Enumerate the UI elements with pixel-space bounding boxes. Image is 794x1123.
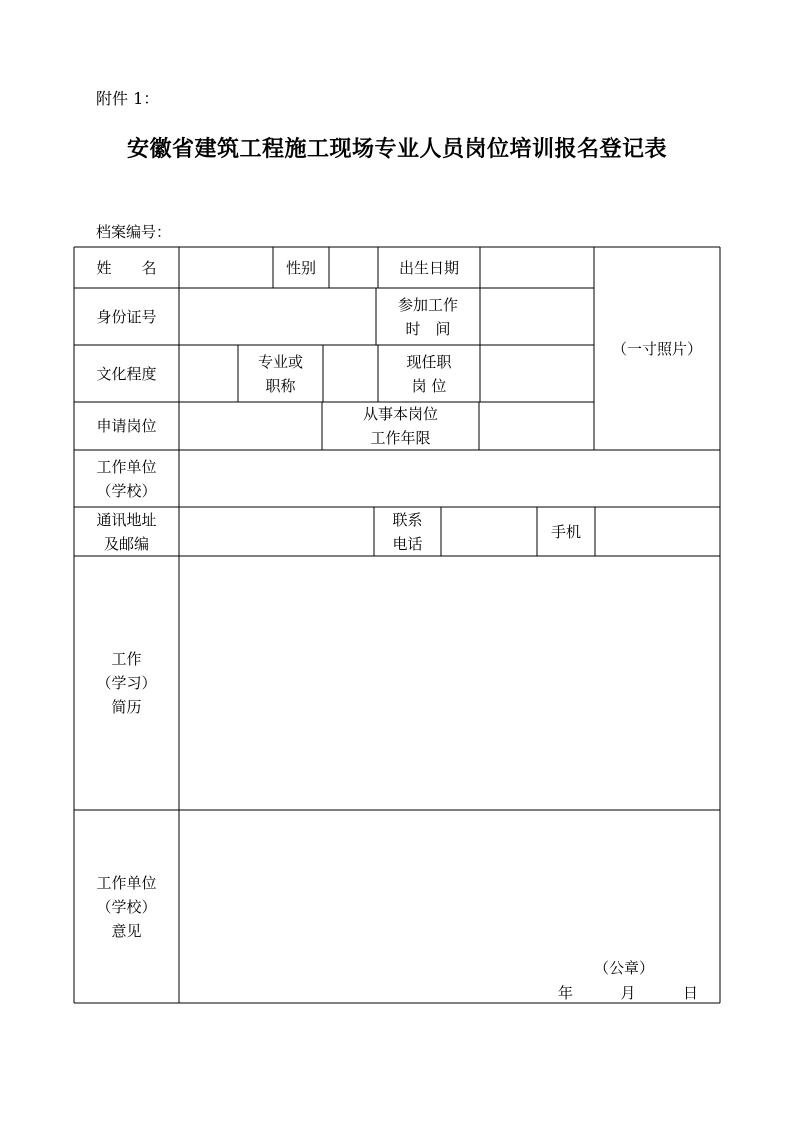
address-label-line2: 及邮编 [103, 534, 149, 553]
resume-label [74, 556, 179, 810]
id-number-field[interactable] [179, 288, 376, 345]
phone-label-line1: 联系 [392, 510, 423, 529]
mobile-field[interactable] [595, 507, 720, 556]
apply-post-label-text: 申请岗位 [96, 417, 157, 435]
current-post-label-line2: 岗 位 [411, 376, 447, 395]
address-label-line1: 通讯地址 [96, 510, 157, 529]
phone-label [374, 507, 441, 556]
years-in-post-field[interactable] [479, 402, 594, 450]
photo-label: （一寸照片） [611, 339, 702, 358]
employer-label-line2: （学校） [96, 481, 157, 500]
employer-opinion-label [74, 810, 179, 1003]
gender-field[interactable] [329, 247, 378, 288]
phone-label-line2: 电话 [392, 534, 423, 553]
employer-opinion-label-line1: 工作单位 [96, 873, 157, 892]
work-start-label-line1: 参加工作 [397, 295, 458, 314]
name-field[interactable] [179, 247, 273, 288]
date-year-label: 年 [558, 984, 574, 1002]
apply-post-label [74, 402, 179, 450]
archive-number-label: 档案编号： [96, 223, 172, 241]
education-label [74, 345, 179, 402]
employer-label [74, 450, 179, 507]
name-label [74, 247, 179, 288]
mobile-label-text: 手机 [550, 522, 581, 541]
education-label-text: 文化程度 [96, 364, 157, 383]
work-start-label [376, 288, 480, 345]
work-start-label-line2: 时 间 [405, 319, 451, 338]
attachment-number: 附件 1： [96, 89, 160, 108]
birthdate-label [378, 247, 480, 288]
years-in-post-label-line2: 工作年限 [370, 429, 431, 447]
address-label [74, 507, 179, 556]
work-start-field[interactable] [480, 288, 594, 345]
years-in-post-label-line1: 从事本岗位 [362, 405, 438, 423]
education-field[interactable] [179, 345, 238, 402]
id-number-label-text: 身份证号 [96, 307, 157, 326]
resume-label-line2: （学习） [96, 674, 157, 692]
employer-label-line1: 工作单位 [96, 457, 157, 476]
date-line [558, 982, 698, 1003]
professional-title-field[interactable] [323, 345, 378, 402]
gender-label [273, 247, 329, 288]
professional-title-label-line1: 专业或 [257, 352, 303, 371]
phone-field[interactable] [441, 507, 537, 556]
employer-opinion-label-line2: （学校） [96, 897, 157, 916]
birthdate-label-text: 出生日期 [398, 258, 459, 277]
professional-title-label [238, 345, 323, 402]
resume-label-line3: 简历 [111, 698, 142, 716]
resume-field[interactable] [179, 556, 720, 810]
official-seal-label: （公章） [594, 959, 655, 977]
id-number-label [74, 288, 179, 345]
professional-title-label-line2: 职称 [265, 376, 296, 395]
photo-box[interactable] [594, 247, 720, 450]
current-post-label [378, 345, 480, 402]
employer-field[interactable] [179, 450, 720, 507]
resume-label-line1: 工作 [111, 650, 142, 668]
date-day-label: 日 [682, 984, 698, 1002]
page-title: 安徽省建筑工程施工现场专业人员岗位培训报名登记表 [126, 136, 667, 162]
current-post-label-line1: 现任职 [406, 352, 452, 371]
birthdate-field[interactable] [480, 247, 594, 288]
years-in-post-label [322, 402, 479, 450]
current-post-field[interactable] [480, 345, 594, 402]
name-label-text: 姓 名 [96, 258, 157, 277]
mobile-label [537, 507, 595, 556]
employer-opinion-label-line3: 意见 [111, 921, 142, 940]
date-month-label: 月 [620, 984, 636, 1002]
address-field[interactable] [179, 507, 374, 556]
apply-post-field[interactable] [179, 402, 322, 450]
gender-label-text: 性别 [285, 258, 316, 277]
